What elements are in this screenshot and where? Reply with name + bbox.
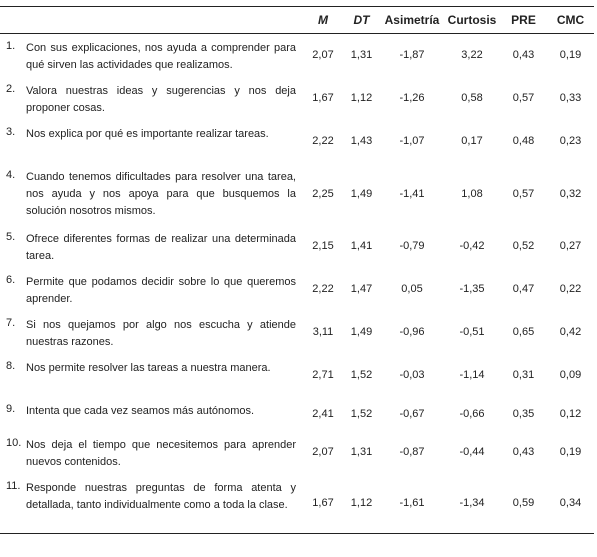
item-number: 2. bbox=[6, 82, 16, 95]
kurtosis-cell: -0,44 bbox=[459, 446, 485, 458]
skewness-cell: -1,07 bbox=[399, 135, 425, 147]
mean-cell: 2,07 bbox=[312, 49, 334, 62]
header-item bbox=[0, 7, 303, 34]
skewness-cell: -0,03 bbox=[399, 369, 425, 381]
mean-cell: 2,22 bbox=[312, 135, 334, 147]
sd-cell: 1,12 bbox=[350, 92, 373, 104]
mean-cell: 1,67 bbox=[312, 92, 334, 104]
item-number: 3. bbox=[6, 125, 16, 138]
mean-cell: 2,71 bbox=[312, 369, 334, 381]
skewness-cell: -0,96 bbox=[399, 326, 425, 338]
sd-cell: 1,52 bbox=[350, 369, 373, 381]
header-cmc: CMC bbox=[547, 7, 594, 34]
table-row bbox=[0, 163, 594, 225]
item-text: Cuando tenemos dificultades para resolver una tarea, nos ayuda y nos apoya para que busquemos la solución nosotros mismos. bbox=[26, 170, 296, 217]
header-pre: PRE bbox=[500, 7, 547, 34]
skewness-cell: -1,87 bbox=[399, 49, 425, 62]
kurtosis-cell: -0,66 bbox=[459, 407, 485, 420]
item-cell bbox=[0, 163, 303, 225]
kurtosis-cell: 0,17 bbox=[461, 135, 483, 147]
skewness-cell: -1,41 bbox=[399, 187, 425, 200]
table-row bbox=[0, 225, 594, 268]
item-text: Nos deja el tiempo que necesitemos para aprender nuevos contenidos. bbox=[26, 438, 296, 468]
table-row bbox=[0, 77, 594, 120]
pre-cell: 0,47 bbox=[512, 283, 535, 295]
skewness-cell: -0,87 bbox=[399, 446, 425, 458]
table-row bbox=[0, 311, 594, 354]
item-cell bbox=[0, 77, 303, 120]
item-text: Nos explica por qué es importante realizar tareas. bbox=[26, 127, 269, 140]
mean-cell: 1,67 bbox=[303, 474, 343, 534]
kurtosis-cell: -1,35 bbox=[459, 283, 485, 295]
kurtosis-cell: 0,58 bbox=[461, 92, 483, 104]
item-cell bbox=[0, 120, 303, 163]
kurtosis-cell: -1,34 bbox=[444, 474, 500, 534]
cmc-cell: 0,42 bbox=[559, 326, 582, 338]
item-number: 8. bbox=[6, 359, 16, 372]
table-row bbox=[0, 354, 594, 397]
sd-cell: 1,49 bbox=[350, 326, 373, 338]
item-number: 6. bbox=[6, 273, 16, 286]
sd-cell: 1,41 bbox=[350, 240, 373, 252]
header-sd: DT bbox=[343, 7, 380, 34]
pre-cell: 0,59 bbox=[500, 474, 547, 534]
item-cell bbox=[0, 311, 303, 354]
item-number: 7. bbox=[6, 316, 16, 329]
pre-cell: 0,31 bbox=[512, 369, 535, 381]
header-mean: M bbox=[303, 7, 343, 34]
pre-cell: 0,65 bbox=[512, 326, 535, 338]
kurtosis-cell: -0,51 bbox=[459, 326, 485, 338]
table-row bbox=[0, 34, 594, 77]
pre-cell: 0,43 bbox=[512, 49, 535, 62]
cmc-cell: 0,23 bbox=[559, 135, 582, 147]
cmc-cell: 0,19 bbox=[559, 446, 582, 458]
sd-cell: 1,49 bbox=[350, 187, 373, 200]
item-text: Permite que podamos decidir sobre lo que queremos aprender. bbox=[26, 275, 296, 305]
header-skewness: Asimetría bbox=[380, 7, 444, 34]
pre-cell: 0,57 bbox=[512, 92, 535, 104]
skewness-cell: 0,05 bbox=[401, 283, 423, 295]
cmc-cell: 0,33 bbox=[559, 92, 582, 104]
table-row bbox=[0, 474, 594, 534]
item-number: 5. bbox=[6, 230, 16, 243]
item-text: Valora nuestras ideas y sugerencias y nos deja proponer cosas. bbox=[26, 84, 296, 114]
mean-cell: 2,25 bbox=[312, 187, 334, 200]
pre-cell: 0,43 bbox=[512, 446, 535, 458]
item-number: 10. bbox=[6, 436, 22, 449]
mean-cell: 2,22 bbox=[312, 283, 334, 295]
header-kurtosis: Curtosis bbox=[444, 7, 500, 34]
cmc-cell: 0,27 bbox=[559, 240, 582, 252]
mean-cell: 2,07 bbox=[312, 446, 334, 458]
skewness-cell: -0,67 bbox=[399, 407, 425, 420]
item-cell bbox=[0, 354, 303, 397]
sd-cell: 1,52 bbox=[350, 407, 373, 420]
item-text: Con sus explicaciones, nos ayuda a comprender para qué sirven las actividades que realizamos. bbox=[26, 42, 296, 71]
kurtosis-cell: 1,08 bbox=[461, 187, 483, 200]
cmc-cell: 0,09 bbox=[559, 369, 582, 381]
table-row bbox=[0, 397, 594, 431]
mean-cell: 2,15 bbox=[312, 240, 334, 252]
sd-cell: 1,31 bbox=[350, 446, 373, 458]
item-number: 11. bbox=[6, 479, 21, 492]
item-number: 4. bbox=[6, 168, 16, 181]
statistics-table bbox=[0, 6, 594, 534]
item-text: Ofrece diferentes formas de realizar una determinada tarea. bbox=[26, 232, 296, 262]
mean-cell: 2,41 bbox=[312, 407, 334, 420]
cmc-cell: 0,22 bbox=[559, 283, 582, 295]
item-text: Intenta que cada vez seamos más autónomos. bbox=[26, 404, 255, 417]
item-text: Si nos quejamos por algo nos escucha y atiende nuestras razones. bbox=[26, 318, 296, 348]
header-row bbox=[0, 7, 594, 34]
item-cell bbox=[0, 225, 303, 268]
pre-cell: 0,52 bbox=[512, 240, 535, 252]
kurtosis-cell: -0,42 bbox=[459, 240, 485, 252]
kurtosis-cell: 3,22 bbox=[461, 49, 483, 62]
table-row bbox=[0, 120, 594, 163]
sd-cell: 1,47 bbox=[350, 283, 373, 295]
table-row bbox=[0, 268, 594, 311]
sd-cell: 1,12 bbox=[343, 474, 380, 534]
item-number: 1. bbox=[6, 40, 16, 52]
item-cell bbox=[0, 474, 303, 534]
item-text: Responde nuestras preguntas de forma atenta y detallada, tanto individualmente como a toda la clase. bbox=[26, 481, 296, 511]
pre-cell: 0,35 bbox=[512, 407, 535, 420]
cmc-cell: 0,19 bbox=[559, 49, 582, 62]
table-row bbox=[0, 431, 594, 474]
sd-cell: 1,43 bbox=[350, 135, 373, 147]
item-text: Nos permite resolver las tareas a nuestra manera. bbox=[26, 361, 271, 374]
pre-cell: 0,48 bbox=[512, 135, 535, 147]
pre-cell: 0,57 bbox=[512, 187, 535, 200]
skewness-cell: -1,26 bbox=[399, 92, 425, 104]
cmc-cell: 0,34 bbox=[547, 474, 594, 534]
item-cell bbox=[0, 397, 303, 431]
skewness-cell: -0,79 bbox=[399, 240, 425, 252]
item-cell bbox=[0, 268, 303, 311]
skewness-cell: -1,61 bbox=[380, 474, 444, 534]
cmc-cell: 0,32 bbox=[559, 187, 582, 200]
sd-cell: 1,31 bbox=[350, 49, 373, 62]
item-cell bbox=[0, 34, 303, 77]
kurtosis-cell: -1,14 bbox=[459, 369, 485, 381]
cmc-cell: 0,12 bbox=[559, 407, 582, 420]
mean-cell: 3,11 bbox=[312, 326, 334, 338]
item-number: 9. bbox=[6, 402, 16, 415]
item-cell bbox=[0, 431, 303, 474]
